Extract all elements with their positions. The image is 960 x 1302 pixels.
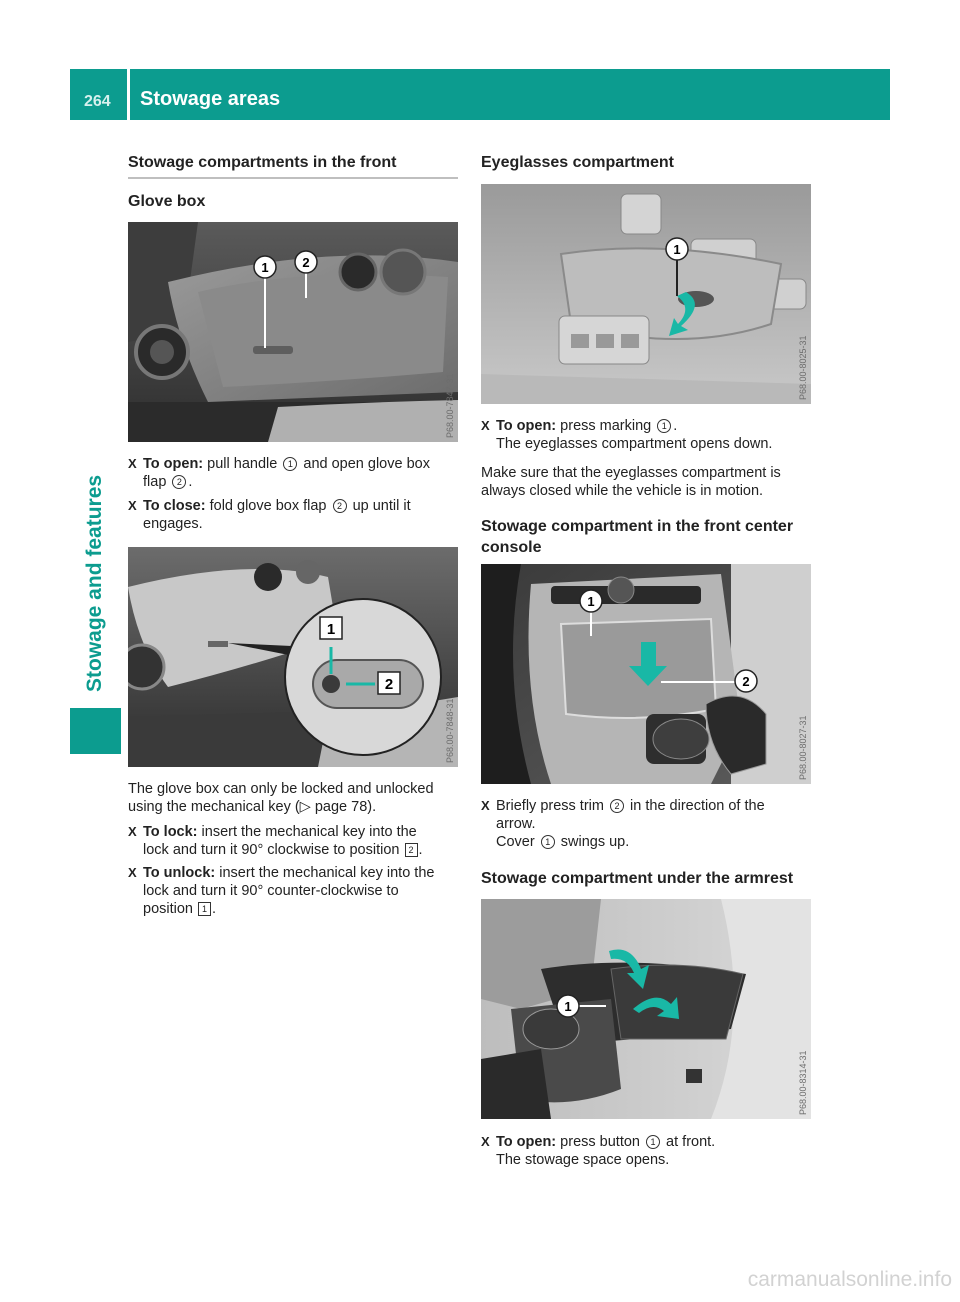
step-text: lock and turn it 90° clockwise to position [143, 842, 400, 858]
chapter-tab-marker [70, 708, 121, 754]
ref-circle: 2 [333, 499, 347, 513]
step-open-armrest [481, 1133, 816, 1169]
step-text: lock and turn it 90° counter-clockwise to [143, 883, 399, 899]
step-label: To open: [496, 418, 557, 434]
chapter-tab-label: Stowage and features [83, 474, 106, 692]
eyeglasses-figure [481, 184, 811, 404]
callout-square-1-label: 1 [326, 621, 336, 638]
step-marker-icon: X [128, 456, 137, 471]
step-text: in the direction of the [630, 798, 765, 814]
step-text: at front. [666, 1134, 716, 1150]
armrest-figure [481, 899, 811, 1119]
callout-square-2 [378, 672, 400, 694]
step-text: press marking [560, 418, 652, 434]
step-marker-icon: X [481, 418, 490, 433]
callout-1-label: 1 [673, 242, 681, 257]
figure-ref: P68.00-7847-31 [445, 373, 455, 438]
center-console-title [481, 516, 821, 558]
step-text: fold glove box flap [209, 498, 327, 514]
step-unlock [128, 864, 463, 918]
step-text: insert the mechanical key into the [219, 865, 435, 881]
step-label: To lock: [143, 824, 198, 840]
step-text: . [188, 474, 193, 490]
step-result: The eyeglasses compartment opens down. [496, 436, 773, 452]
callout-1 [557, 995, 579, 1017]
page-link[interactable]: page 78). [314, 799, 377, 815]
center-console-figure [481, 564, 811, 784]
eyeglasses-note [481, 464, 816, 500]
step-label: To open: [496, 1134, 557, 1150]
callout-1-label: 1 [564, 999, 572, 1014]
page-header [70, 69, 890, 120]
step-text: . [673, 418, 678, 434]
glove-box-figure [128, 222, 458, 442]
callout-1-label: 1 [261, 260, 269, 275]
ref-square: 2 [405, 843, 418, 857]
step-marker-icon: X [128, 865, 137, 880]
title-line: console [481, 539, 542, 556]
step-result: Cover [496, 834, 535, 850]
step-text: . [418, 842, 423, 858]
step-press-trim [481, 797, 816, 851]
figure-ref: P68.00-8314-31 [798, 1050, 808, 1115]
watermark: carmanualsonline.info [747, 1268, 952, 1291]
figure-ref: P68.00-8025-31 [798, 335, 808, 400]
section-rule [128, 177, 458, 179]
step-text: arrow. [496, 816, 536, 832]
note-text: The glove box can only be locked and unlocked [128, 781, 434, 797]
page-number: 264 [84, 93, 111, 110]
step-label: To unlock: [143, 865, 216, 881]
step-close-glove-box [128, 497, 463, 533]
step-label: To open: [143, 456, 204, 472]
glove-box-title: Glove box [128, 193, 206, 210]
step-text: press button [560, 1134, 640, 1150]
figure-ref: P68.00-7848-31 [445, 698, 455, 763]
callout-1-label: 1 [587, 594, 595, 609]
note-text: using the mechanical key ( [128, 799, 300, 815]
step-text: and open glove box [303, 456, 430, 472]
ref-circle: 2 [610, 799, 624, 813]
ref-circle: 2 [172, 475, 186, 489]
callout-2 [295, 251, 317, 273]
page-title: Stowage areas [140, 88, 281, 110]
callout-2 [735, 670, 757, 692]
step-marker-icon: X [128, 824, 137, 839]
page-link-arrow-icon: ▷ [299, 799, 311, 815]
step-marker-icon: X [481, 798, 490, 813]
step-marker-icon: X [128, 498, 137, 513]
ref-circle: 1 [657, 419, 671, 433]
callout-2-label: 2 [742, 674, 750, 689]
callout-2-label: 2 [302, 255, 310, 270]
callout-square-2-label: 2 [384, 676, 394, 693]
step-open-glove-box [128, 455, 463, 491]
step-text: engages. [143, 516, 203, 532]
step-text: up until it [352, 498, 411, 514]
glove-box-key-note [128, 780, 463, 816]
section-title: Stowage compartments in the front [128, 154, 397, 171]
step-label: To close: [143, 498, 206, 514]
callout-square-1 [320, 617, 342, 639]
note-text: always closed while the vehicle is in motion. [481, 483, 764, 499]
ref-circle: 1 [646, 1135, 660, 1149]
ref-circle: 1 [283, 457, 297, 471]
step-text: Briefly press trim [496, 798, 604, 814]
figure-ref: P68.00-8027-31 [798, 715, 808, 780]
callout-1 [666, 238, 688, 260]
ref-square: 1 [198, 902, 211, 916]
step-text: flap [143, 474, 167, 490]
step-marker-icon: X [481, 1134, 490, 1149]
eyeglasses-title: Eyeglasses compartment [481, 154, 674, 171]
note-text: Make sure that the eyeglasses compartment is [481, 465, 781, 481]
step-result: The stowage space opens. [496, 1152, 670, 1168]
step-lock [128, 823, 463, 859]
glove-box-lock-figure [128, 547, 458, 767]
step-text: insert the mechanical key into the [201, 824, 417, 840]
step-result: swings up. [560, 834, 630, 850]
step-text: pull handle [207, 456, 278, 472]
title-line: Stowage compartment in the front center [481, 518, 794, 535]
step-text: . [212, 901, 217, 917]
ref-circle: 1 [541, 835, 555, 849]
callout-1 [580, 590, 602, 612]
armrest-title: Stowage compartment under the armrest [481, 870, 794, 887]
step-text: position [143, 901, 193, 917]
header-divider [127, 69, 130, 120]
callout-1 [254, 256, 276, 278]
step-open-eyeglasses [481, 417, 816, 453]
